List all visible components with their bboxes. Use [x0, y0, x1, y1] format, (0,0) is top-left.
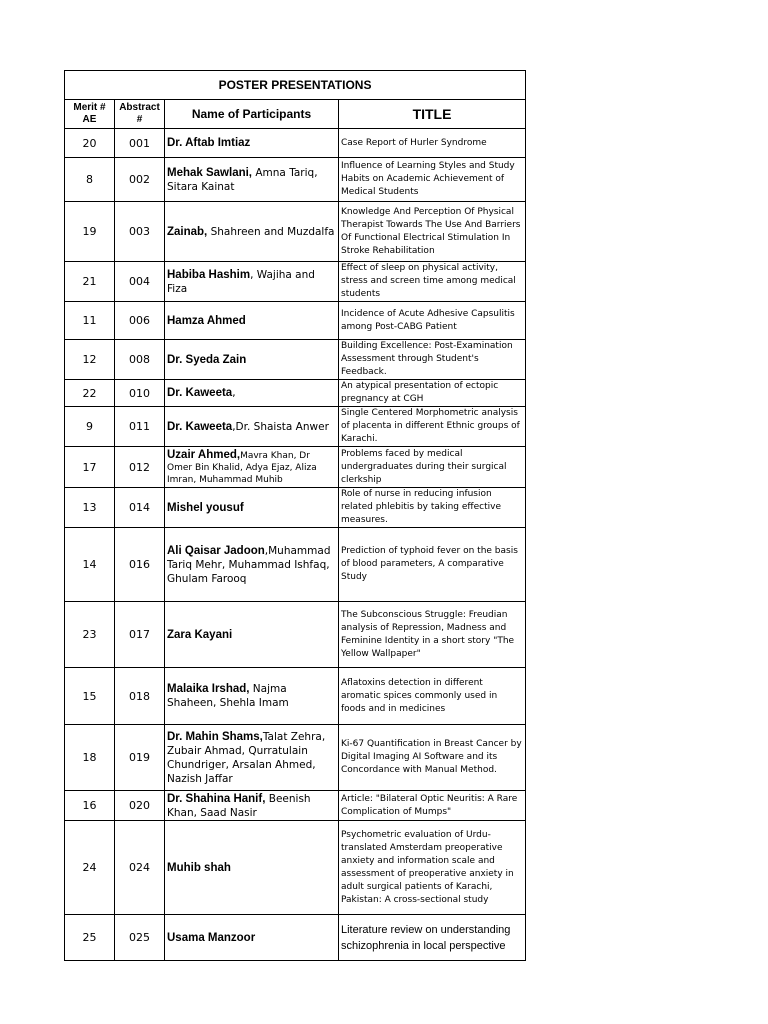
lead-author: Ali Qaisar Jadoon [167, 544, 265, 557]
participants-cell [165, 129, 339, 158]
lead-author: Muhib shah [167, 861, 231, 874]
participants-cell [165, 262, 339, 302]
table-row [65, 158, 526, 202]
lead-author: Dr. Mahin Shams, [167, 730, 263, 743]
abstract-cell: 019 [115, 725, 165, 791]
merit-cell: 21 [65, 262, 115, 302]
table-row [65, 340, 526, 380]
title-cell: Aflatoxins detection in different aromatic spices commonly used in foods and in medicines [339, 668, 526, 725]
table-row [65, 602, 526, 668]
title-cell: Problems faced by medical undergraduates during their surgical clerkship [339, 447, 526, 488]
abstract-cell: 018 [115, 668, 165, 725]
abstract-cell: 014 [115, 488, 165, 528]
merit-cell: 22 [65, 380, 115, 407]
table-row [65, 528, 526, 602]
abstract-cell: 012 [115, 447, 165, 488]
abstract-cell: 008 [115, 340, 165, 380]
lead-author: Hamza Ahmed [167, 314, 246, 327]
table-row [65, 380, 526, 407]
participants-cell [165, 202, 339, 262]
co-authors: ,Muhammad Tariq Mehr, Muhammad Ishfaq, Ghulam Farooq [167, 544, 331, 585]
table-row [65, 129, 526, 158]
table-row [65, 668, 526, 725]
participants-cell [165, 447, 339, 488]
merit-cell: 11 [65, 302, 115, 340]
abstract-cell: 025 [115, 915, 165, 961]
merit-cell: 8 [65, 158, 115, 202]
title-cell: Knowledge And Perception Of Physical Therapist Towards The Use And Barriers Of Functional Electrical Stimulation In Stroke Rehabilitation [339, 202, 526, 262]
table-row [65, 302, 526, 340]
co-authors: Shahreen and Muzdalfa [207, 225, 335, 238]
title-cell: Single Centered Morphometric analysis of placenta in different Ethnic groups of Karachi. [339, 407, 526, 447]
co-authors: , Wajiha and Fiza [167, 268, 315, 295]
co-authors: Beenish Khan, Saad Nasir [167, 792, 311, 819]
name-column-header: Name of Participants [165, 100, 339, 129]
merit-cell: 9 [65, 407, 115, 447]
lead-author: Dr. Shahina Hanif, [167, 792, 266, 805]
poster-presentations-table [64, 70, 526, 961]
table-row [65, 915, 526, 961]
table-row [65, 488, 526, 528]
title-cell: Building Excellence: Post-Examination Assessment through Student's Feedback. [339, 340, 526, 380]
participants-cell [165, 821, 339, 915]
merit-cell: 19 [65, 202, 115, 262]
abstract-cell: 011 [115, 407, 165, 447]
title-column-header: TITLE [339, 100, 526, 129]
title-cell: Role of nurse in reducing infusion related phlebitis by taking effective measures. [339, 488, 526, 528]
title-cell: Ki-67 Quantification in Breast Cancer by Digital Imaging AI Software and its Concordance with Manual Method. [339, 725, 526, 791]
table-row [65, 791, 526, 821]
participants-cell [165, 380, 339, 407]
abstract-cell: 024 [115, 821, 165, 915]
table-row [65, 262, 526, 302]
co-authors: , [232, 387, 236, 399]
participants-cell [165, 302, 339, 340]
title-cell: Psychometric evaluation of Urdu-translated Amsterdam preoperative anxiety and information scale and assessment of preoperative anxiety in adult surgical patients of Karachi, Pakistan: A cross-sectional study [339, 821, 526, 915]
lead-author: Dr. Aftab Imtiaz [167, 137, 251, 149]
lead-author: Malaika Irshad, [167, 683, 250, 695]
participants-cell [165, 791, 339, 821]
abstract-cell: 001 [115, 129, 165, 158]
title-cell: Article: "Bilateral Optic Neuritis: A Rare Complication of Mumps" [339, 791, 526, 821]
title-cell: Effect of sleep on physical activity, stress and screen time among medical students [339, 262, 526, 302]
lead-author: Dr. Kaweeta [167, 387, 233, 399]
merit-cell: 20 [65, 129, 115, 158]
participants-cell [165, 602, 339, 668]
title-cell: An atypical presentation of ectopic pregnancy at CGH [339, 380, 526, 407]
lead-author: Zainab, [167, 225, 208, 238]
merit-cell: 16 [65, 791, 115, 821]
table-row [65, 821, 526, 915]
lead-author: Habiba Hashim [167, 268, 251, 281]
co-authors: Najma Shaheen, Shehla Imam [167, 683, 289, 709]
table-row [65, 725, 526, 791]
title-cell: Literature review on understanding schizophrenia in local perspective [339, 915, 526, 961]
column-header-row [65, 100, 526, 129]
participants-cell [165, 407, 339, 447]
abstract-cell: 002 [115, 158, 165, 202]
participants-cell [165, 340, 339, 380]
table-row [65, 202, 526, 262]
merit-cell: 23 [65, 602, 115, 668]
merit-cell: 13 [65, 488, 115, 528]
abstract-cell: 004 [115, 262, 165, 302]
title-cell: The Subconscious Struggle: Freudian analysis of Repression, Madness and Feminine Identity in a short story "The Yellow Wallpaper" [339, 602, 526, 668]
table-heading: POSTER PRESENTATIONS [65, 71, 526, 100]
merit-column-header: Merit # AE [65, 100, 115, 129]
merit-cell: 14 [65, 528, 115, 602]
merit-cell: 25 [65, 915, 115, 961]
abstract-cell: 010 [115, 380, 165, 407]
participants-cell [165, 158, 339, 202]
abstract-cell: 003 [115, 202, 165, 262]
merit-cell: 12 [65, 340, 115, 380]
table-title-row [65, 71, 526, 100]
participants-cell [165, 528, 339, 602]
lead-author: Mishel yousuf [167, 501, 244, 514]
participants-cell [165, 668, 339, 725]
abstract-cell: 020 [115, 791, 165, 821]
lead-author: Mehak Sawlani, [167, 166, 253, 179]
merit-cell: 15 [65, 668, 115, 725]
merit-cell: 18 [65, 725, 115, 791]
title-cell: Incidence of Acute Adhesive Capsulitis among Post-CABG Patient [339, 302, 526, 340]
abstract-cell: 017 [115, 602, 165, 668]
participants-cell [165, 488, 339, 528]
lead-author: Zara Kayani [167, 628, 233, 641]
abstract-cell: 016 [115, 528, 165, 602]
merit-cell: 24 [65, 821, 115, 915]
abstract-cell: 006 [115, 302, 165, 340]
co-authors: Amna Tariq, Sitara Kainat [167, 166, 318, 193]
title-cell: Prediction of typhoid fever on the basis of blood parameters, A comparative Study [339, 528, 526, 602]
participants-cell [165, 725, 339, 791]
co-authors: ,Dr. Shaista Anwer [232, 420, 329, 433]
title-cell: Influence of Learning Styles and Study Habits on Academic Achievement of Medical Students [339, 158, 526, 202]
lead-author: Uzair Ahmed, [167, 448, 241, 461]
table-row [65, 447, 526, 488]
co-authors: Mavra Khan, Dr Omer Bin Khalid, Adya Ejaz, Aliza Imran, Muhammad Muhib [167, 450, 317, 485]
lead-author: Usama Manzoor [167, 931, 256, 944]
merit-cell: 17 [65, 447, 115, 488]
co-authors: Talat Zehra, Zubair Ahmad, Qurratulain Chundriger, Arsalan Ahmed, Nazish Jaffar [167, 730, 326, 785]
title-cell: Case Report of Hurler Syndrome [339, 129, 526, 158]
abstract-column-header: Abstract # [115, 100, 165, 129]
lead-author: Dr. Kaweeta [167, 420, 233, 433]
table-row [65, 407, 526, 447]
lead-author: Dr. Syeda Zain [167, 353, 247, 366]
participants-cell [165, 915, 339, 961]
